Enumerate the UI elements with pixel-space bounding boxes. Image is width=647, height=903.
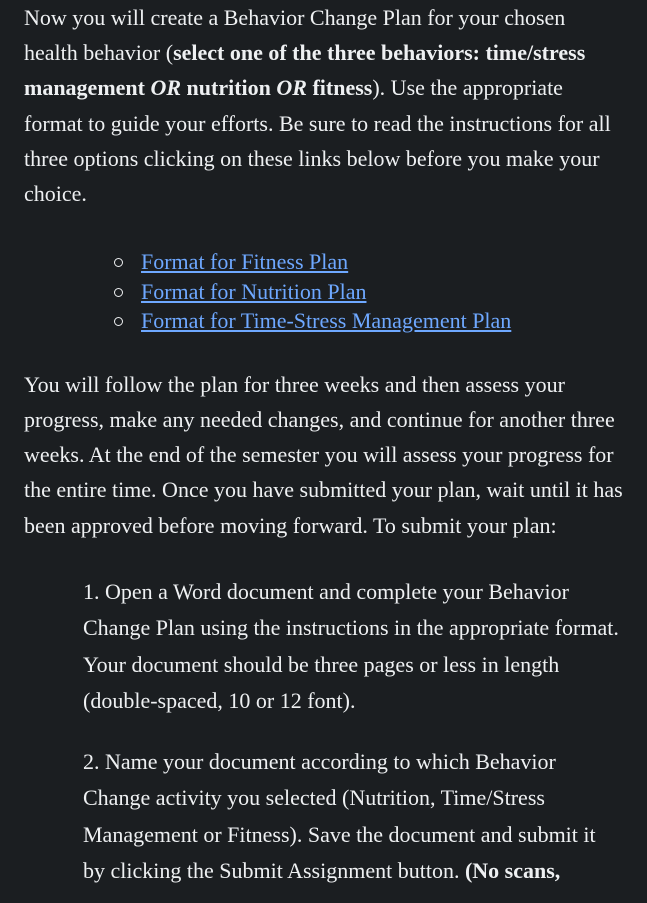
intro-bold-3: fitness bbox=[306, 75, 373, 101]
step-item bbox=[83, 574, 623, 720]
step-bold-note: (No scans, bbox=[464, 858, 561, 884]
instructions-paragraph: You will follow the plan for three weeks and then assess your progress, make any needed changes, and continue for another three weeks. At the end of the semester you will assess your progress for the entire time. Once you have submitted your plan, wait until it has been approved before moving forward. To submit your plan: bbox=[24, 371, 623, 538]
circle-bullet-icon bbox=[114, 288, 123, 297]
time-stress-plan-link[interactable]: Format for Time-Stress Management Plan bbox=[141, 308, 512, 334]
intro-bold-1: select one of the three behaviors: time/stress management bbox=[24, 40, 586, 101]
circle-bullet-icon bbox=[114, 258, 123, 267]
list-item bbox=[114, 277, 624, 307]
step-text: 1. Open a Word document and complete your Behavior Change Plan using the instructions in the appropriate format. Your document should be three pages or less in length (double-spaced, 10 or 12 font). bbox=[83, 578, 619, 714]
intro-text-1: Now you will create a Behavior Change Plan for your chosen health behavior ( bbox=[24, 5, 566, 66]
nutrition-plan-link[interactable]: Format for Nutrition Plan bbox=[141, 278, 367, 304]
list-item bbox=[114, 306, 624, 336]
intro-or-1: OR bbox=[150, 75, 182, 101]
submission-steps bbox=[83, 574, 623, 890]
intro-bold-2: nutrition bbox=[181, 75, 277, 101]
step-item bbox=[83, 744, 623, 890]
intro-or-2: OR bbox=[276, 75, 307, 101]
step-text: 2. Name your document according to which Behavior Change activity you selected (Nutrition, Time/Stress Management or Fitness). Save the document and submit it by clicking the Submit Assignment button. bbox=[83, 748, 596, 884]
intro-text-2: ). Use the appropriate format to guide your efforts. Be sure to read the instructions for all three options clicking on these links below before you make your choice. bbox=[24, 75, 611, 207]
intro-paragraph bbox=[24, 0, 624, 211]
format-links-list bbox=[24, 247, 624, 336]
assignment-content bbox=[24, 0, 624, 903]
list-item bbox=[114, 247, 624, 277]
circle-bullet-icon bbox=[114, 317, 123, 326]
fitness-plan-link[interactable]: Format for Fitness Plan bbox=[141, 249, 349, 275]
